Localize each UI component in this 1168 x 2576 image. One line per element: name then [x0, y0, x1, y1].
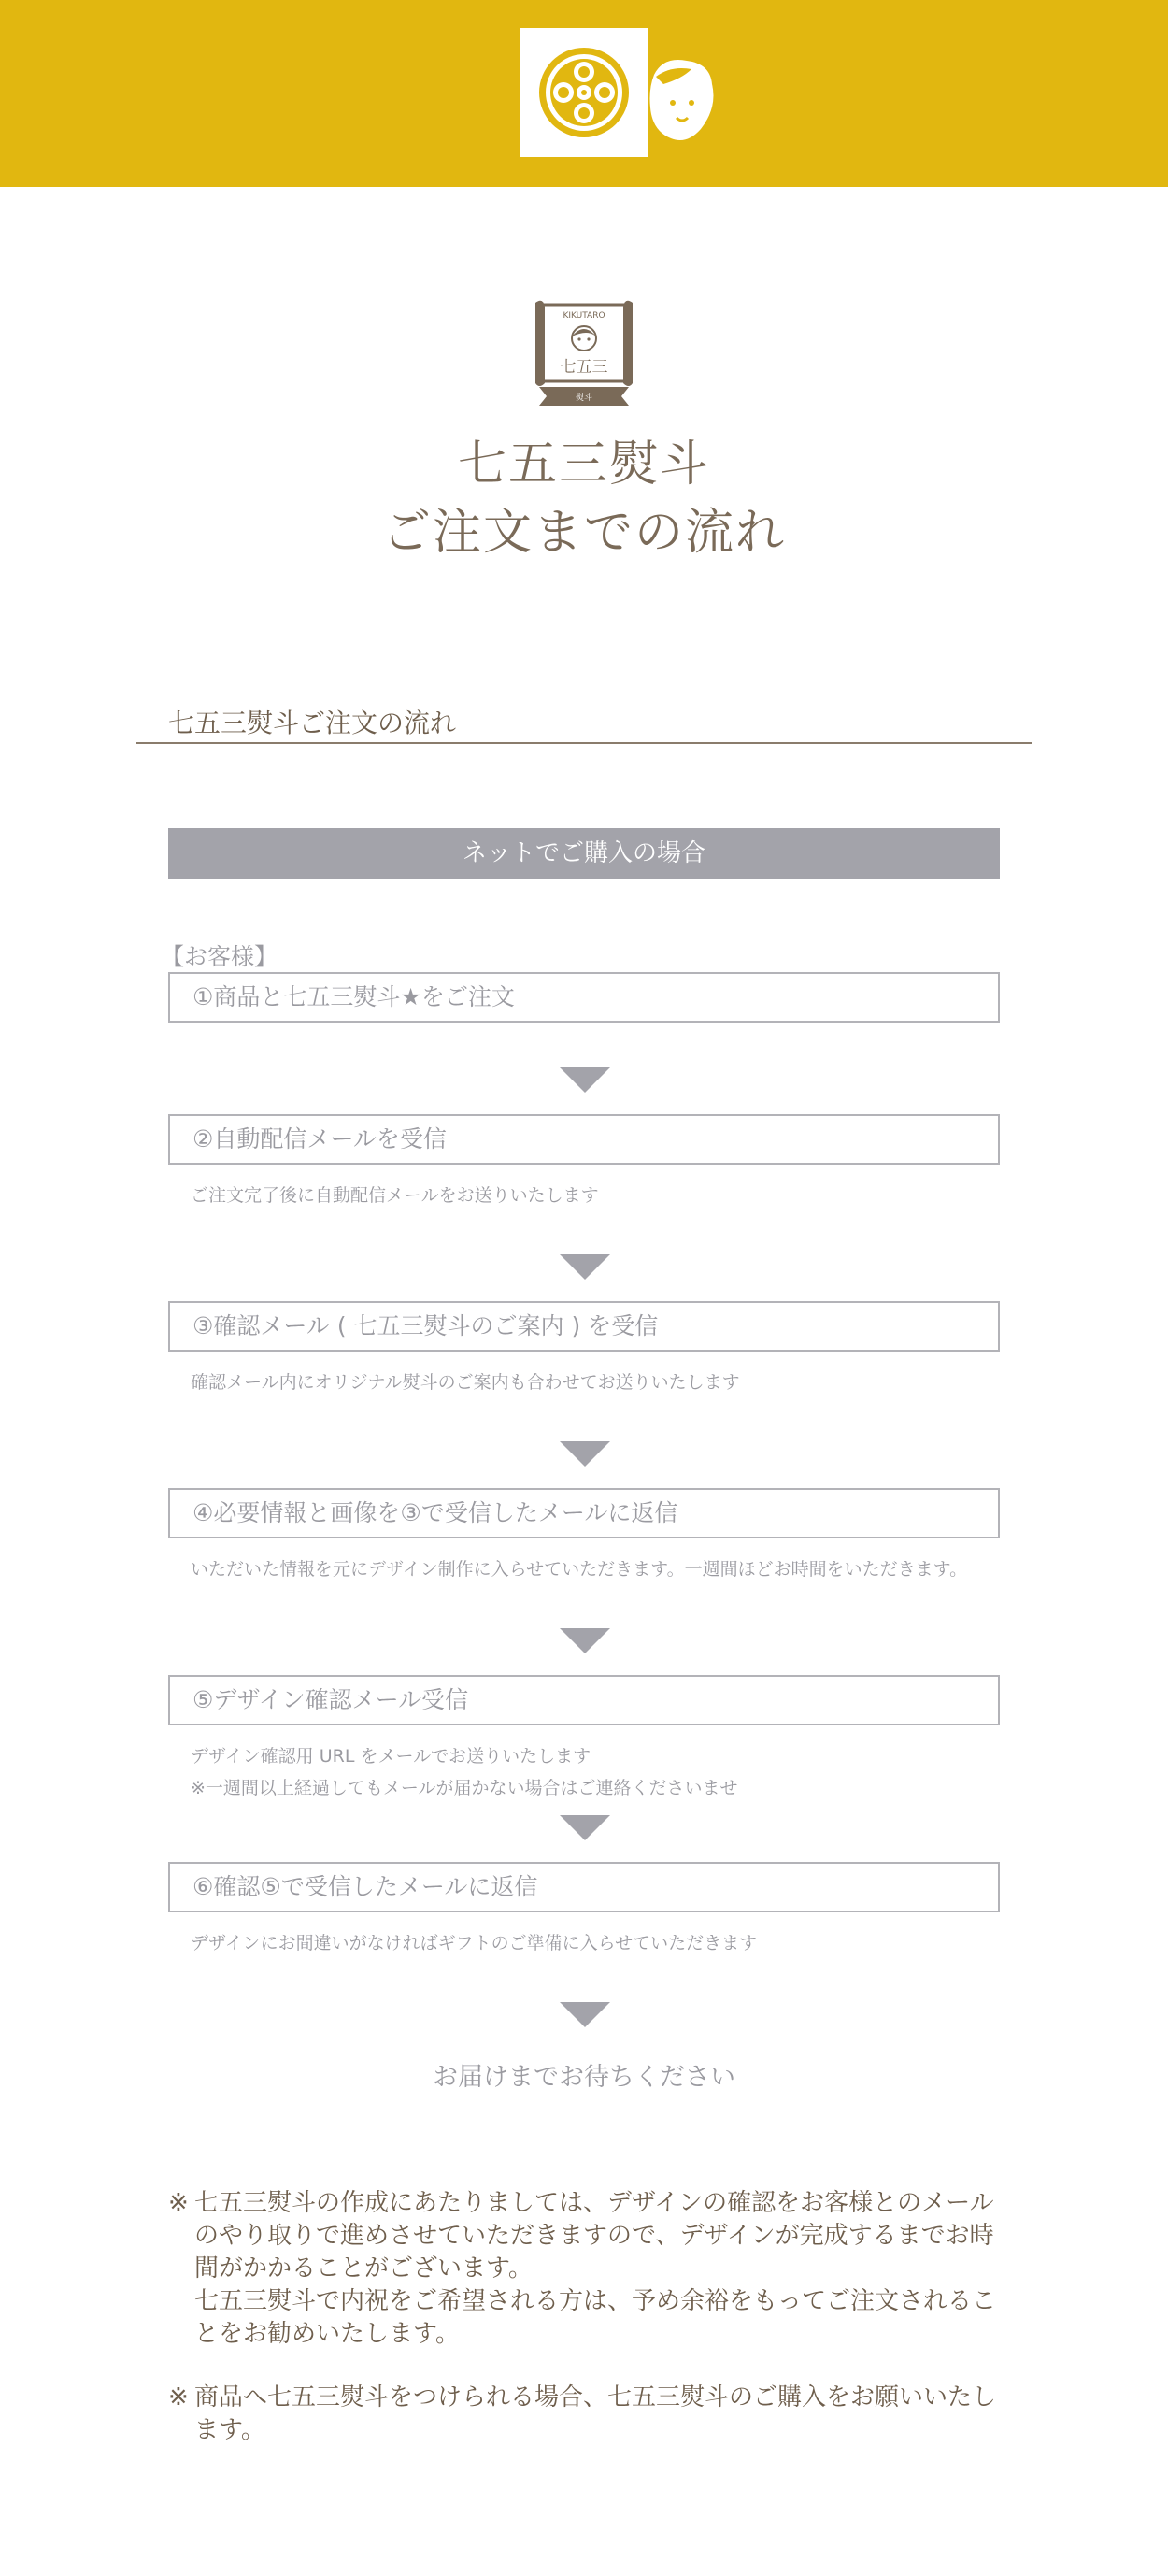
footnote-mark: ※: [168, 2383, 189, 2411]
page-title-line1: 七五三熨斗: [457, 436, 710, 493]
section-divider: [136, 742, 1032, 744]
step-5-box: ⑤デザイン確認メール受信: [168, 1675, 1000, 1725]
badge-ribbon: 熨斗: [575, 394, 593, 403]
step-1-box: ①商品と七五三熨斗★をご注文: [168, 972, 1000, 1023]
mascot-face-icon: [645, 56, 719, 150]
down-arrow-icon: [560, 1067, 610, 1093]
customer-label: 【お客様】: [161, 943, 278, 970]
step-4-note: いただいた情報を元にデザイン制作に入らせていただきます。一週間ほどお時間をいただきます。: [191, 1559, 968, 1580]
down-arrow-icon: [560, 1815, 610, 1840]
footnote-1-para2: 七五三熨斗で内祝をご希望される方は、予め余裕をもってご注文されることをお勧めいたします。: [194, 2287, 997, 2348]
down-arrow-icon: [560, 1254, 610, 1280]
footnote-mark: ※: [168, 2189, 189, 2217]
brand-logo[interactable]: [520, 28, 648, 157]
step-6-box: ⑥確認⑤で受信したメールに返信: [168, 1862, 1000, 1912]
site-header: [0, 0, 1168, 187]
down-arrow-icon: [560, 2002, 610, 2027]
step-2-note: ご注文完了後に自動配信メールをお送りいたします: [191, 1185, 599, 1206]
step-5-note: デザイン確認用 URL をメールでお送りいたします: [191, 1746, 591, 1767]
footnote-1-para1: 七五三熨斗の作成にあたりましては、デザインの確認をお客様とのメールのやり取りで進めさせていただきますので、デザインが完成するまでお時間がかかることがございます。: [194, 2189, 994, 2283]
footnote-2-text: 商品へ七五三熨斗をつけられる場合、七五三熨斗のご購入をお願いいたします。: [194, 2383, 997, 2444]
step-3-note: 確認メール内にオリジナル熨斗のご案内も合わせてお送りいたします: [191, 1372, 740, 1393]
down-arrow-icon: [560, 1441, 610, 1467]
page-title-line2: ご注文までの流れ: [381, 505, 786, 561]
step-2-box: ②自動配信メールを受信: [168, 1114, 1000, 1165]
flower-crest-icon: [535, 44, 633, 141]
section-title: 七五三熨斗ご注文の流れ: [168, 708, 457, 738]
footnote-1: [168, 2187, 1009, 2351]
footnote-2: [168, 2382, 1009, 2447]
down-arrow-icon: [560, 1628, 610, 1653]
step-3-box: ③確認メール ( 七五三熨斗のご案内 ) を受信: [168, 1301, 1000, 1352]
step-5-note-warning: ※一週間以上経過してもメールが届かない場合はご連絡くださいませ: [191, 1778, 738, 1798]
step-4-box: ④必要情報と画像を③で受信したメールに返信: [168, 1488, 1000, 1538]
kikutaro-badge-icon: [532, 299, 636, 408]
step-6-note: デザインにお間違いがなければギフトのご準備に入らせていただきます: [191, 1933, 758, 1953]
purchase-type-bar: ネットでご購入の場合: [168, 828, 1000, 879]
badge-top-text: KIKUTARO: [563, 311, 605, 321]
closing-message: お届けまでお待ちください: [433, 2063, 735, 2092]
badge-name: 七五三: [560, 358, 608, 377]
